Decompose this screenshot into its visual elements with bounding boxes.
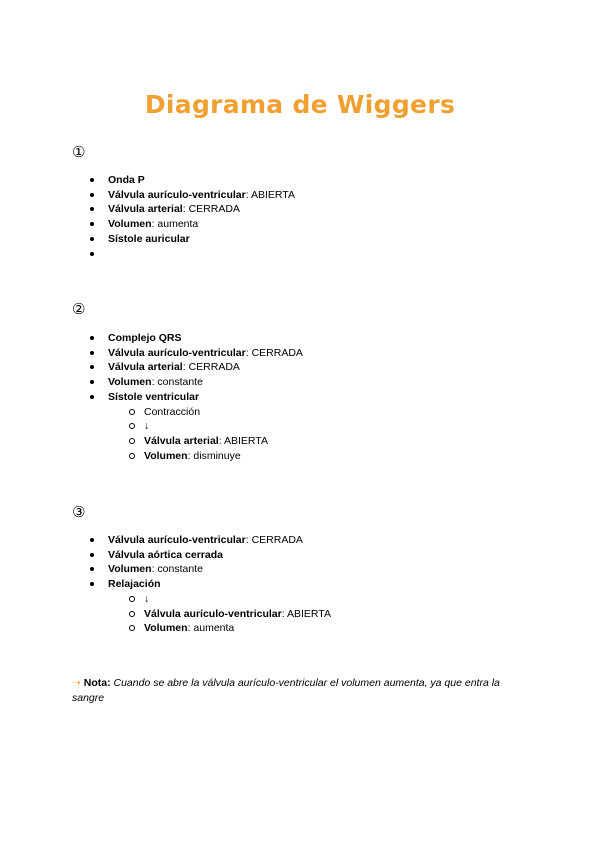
section-2-sublist (108, 405, 303, 464)
list-item: Sístole auricular (72, 232, 295, 247)
note-label: Nota: (83, 677, 111, 689)
section-1-list (72, 173, 295, 247)
section-3-number: ③ (72, 503, 86, 521)
list-item: Sístole ventricular Contracción ↓ Válvula arterial: ABIERTA Volumen: disminuye (72, 390, 303, 464)
arrow-icon: ➝ (72, 677, 81, 689)
page-title: Diagrama de Wiggers (144, 90, 456, 119)
section-2-number: ② (72, 300, 86, 318)
sub-list-item: Volumen: aumenta (108, 621, 331, 636)
list-item: Válvula arterial: CERRADA (72, 202, 295, 217)
list-item: Válvula aurículo-ventricular: CERRADA (72, 533, 331, 548)
sub-list-item: Válvula aurículo-ventricular: ABIERTA (108, 607, 331, 622)
list-item: Válvula arterial: CERRADA (72, 360, 303, 375)
down-arrow-icon: ↓ (144, 592, 150, 605)
list-item: Volumen: constante (72, 375, 303, 390)
down-arrow-icon: ↓ (144, 420, 150, 433)
sub-list-item (108, 592, 331, 607)
list-item: Válvula aurículo-ventricular: CERRADA (72, 346, 303, 361)
section-1-number: ① (72, 143, 86, 161)
section-2-list (72, 331, 303, 463)
sub-list-item: Contracción (108, 405, 303, 420)
list-item: Válvula aurículo-ventricular: ABIERTA (72, 188, 295, 203)
section-3-sublist (108, 592, 331, 636)
section-3-list (72, 533, 331, 636)
list-item: Complejo QRS (72, 331, 303, 346)
sub-list-item: Volumen: disminuye (108, 449, 303, 464)
note-text: Cuando se abre la válvula aurículo-ventricular el volumen aumenta, ya que entra la sangre (72, 677, 500, 704)
sub-list-item (108, 419, 303, 434)
list-item: Relajación ↓ Válvula aurículo-ventricular: ABIERTA Volumen: aumenta (72, 577, 331, 636)
list-item: Onda P (72, 173, 295, 188)
list-item: Volumen: aumenta (72, 217, 295, 232)
list-item: Volumen: constante (72, 562, 331, 577)
sub-list-item: Válvula arterial: ABIERTA (108, 434, 303, 449)
note (72, 676, 532, 706)
list-item: Válvula aórtica cerrada (72, 548, 331, 563)
